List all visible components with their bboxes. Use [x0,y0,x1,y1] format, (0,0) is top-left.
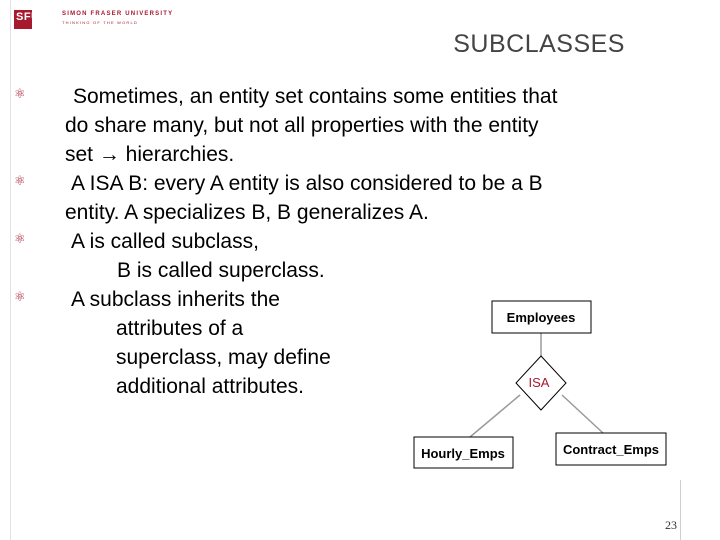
bullet-icon: ⚛ [14,289,26,304]
bullet-line: additional attributes. [116,375,304,398]
connector-line [470,395,520,437]
isa-label: ISA [528,375,550,390]
employees-entity-label: Employees [506,310,576,325]
bullet-icon: ⚛ [14,86,26,101]
bullet-line: A ISA B: every A entity is also considered to be a B [71,172,543,195]
bullet-line: set → hierarchies. [65,143,235,166]
bullet-icon: ⚛ [14,231,26,246]
bullet-icon: ⚛ [14,173,26,188]
bullet-line: A is called subclass, [71,230,259,253]
corner-rule [680,480,681,540]
logo-name: SIMON FRASER UNIVERSITY [62,11,174,17]
slide-title: SUBCLASSES [453,30,625,58]
contract-emps-label: Contract_Emps [562,442,660,457]
logo-abbreviation: SFU [16,11,40,23]
hourly-emps-label: Hourly_Emps [421,446,505,461]
bullet-line: Sometimes, an entity set contains some entities that [73,85,558,108]
bullet-line: entity. A specializes B, B generalizes A. [65,201,429,224]
bullet-line: superclass, may define [116,346,331,369]
page-number: 23 [665,518,677,532]
logo-tagline: THINKING OF THE WORLD [62,20,139,25]
bullet-line: A subclass inherits the [71,288,280,311]
connector-line [562,395,603,433]
bullet-line: B is called superclass. [117,259,325,282]
bullet-line: do share many, but not all properties with the entity [65,114,539,137]
bullet-line: attributes of a [116,317,244,340]
